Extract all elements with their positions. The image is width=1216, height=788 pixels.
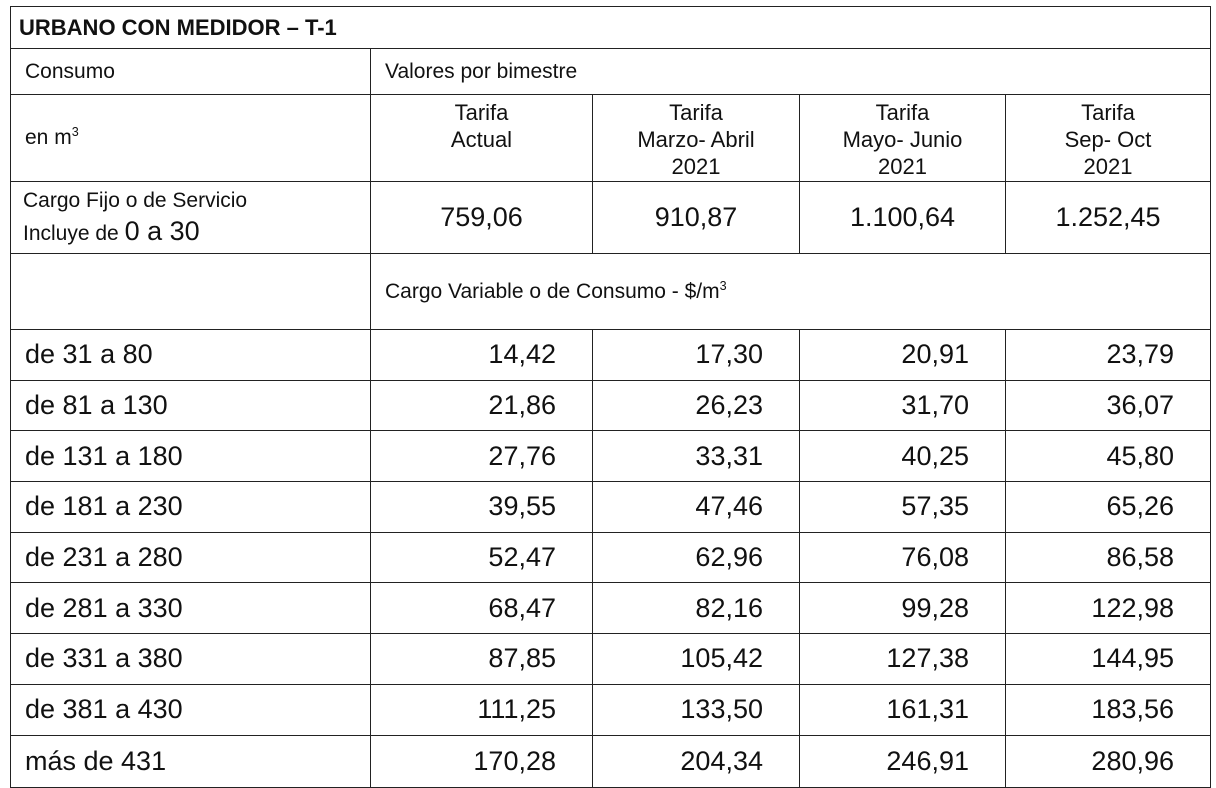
rate-value: 105,42 <box>593 634 800 685</box>
rate-value: 68,47 <box>371 583 593 634</box>
range-label: de 381 a 430 <box>11 684 371 735</box>
rate-value: 122,98 <box>1006 583 1211 634</box>
range-label: de 181 a 230 <box>11 482 371 533</box>
rate-value: 39,55 <box>371 482 593 533</box>
table-row <box>11 380 1211 431</box>
rate-value: 204,34 <box>593 735 800 787</box>
rate-value: 246,91 <box>800 735 1006 787</box>
tariff-table <box>10 6 1211 788</box>
rate-value: 144,95 <box>1006 634 1211 685</box>
unit-sup: 3 <box>71 125 79 139</box>
column-header-line: 2021 <box>878 154 927 179</box>
fixed-charge-label <box>11 182 371 254</box>
rate-value: 99,28 <box>800 583 1006 634</box>
fixed-charge-value: 759,06 <box>371 182 593 254</box>
table-row <box>11 583 1211 634</box>
rate-value: 45,80 <box>1006 431 1211 482</box>
unit-prefix: en m <box>25 126 72 149</box>
column-header-marzo-abril <box>593 95 800 182</box>
variable-charge-empty-cell <box>11 254 371 330</box>
column-header-line: 2021 <box>671 154 721 179</box>
rate-value: 76,08 <box>800 532 1006 583</box>
title-row <box>11 7 1211 49</box>
fixed-charge-row <box>11 182 1211 254</box>
rate-value: 26,23 <box>593 380 800 431</box>
rate-value: 23,79 <box>1006 330 1211 381</box>
fixed-charge-value: 910,87 <box>593 182 800 254</box>
table-row <box>11 735 1211 787</box>
rate-value: 86,58 <box>1006 532 1211 583</box>
rate-value: 47,46 <box>593 482 800 533</box>
rate-value: 170,28 <box>371 735 593 787</box>
table-row <box>11 634 1211 685</box>
rate-value: 280,96 <box>1006 735 1211 787</box>
fixed-charge-line1: Cargo Fijo o de Servicio <box>23 189 248 212</box>
rate-value: 27,76 <box>371 431 593 482</box>
tariff-sheet <box>10 6 1210 781</box>
valores-label: Valores por bimestre <box>371 49 1211 95</box>
range-label: de 131 a 180 <box>11 431 371 482</box>
range-label: de 281 a 330 <box>11 583 371 634</box>
column-header-line: Mayo- Junio <box>842 127 963 152</box>
range-label: de 81 a 130 <box>11 380 371 431</box>
column-header-mayo-junio <box>800 95 1006 182</box>
rate-value: 31,70 <box>800 380 1006 431</box>
column-header-sep-oct <box>1006 95 1211 182</box>
header-row-1 <box>11 49 1211 95</box>
rate-value: 183,56 <box>1006 684 1211 735</box>
table-row <box>11 532 1211 583</box>
consumo-label: Consumo <box>11 49 371 95</box>
rate-value: 21,86 <box>371 380 593 431</box>
column-header-line: Tarifa <box>454 100 509 125</box>
range-label: de 31 a 80 <box>11 330 371 381</box>
column-header-line: Tarifa <box>1081 100 1135 125</box>
fixed-charge-line2 <box>23 216 356 249</box>
variable-charge-label <box>371 254 1211 330</box>
range-label: de 231 a 280 <box>11 532 371 583</box>
rate-value: 161,31 <box>800 684 1006 735</box>
rate-value: 65,26 <box>1006 482 1211 533</box>
rate-value: 20,91 <box>800 330 1006 381</box>
table-row <box>11 431 1211 482</box>
rate-value: 14,42 <box>371 330 593 381</box>
table-title: URBANO CON MEDIDOR – T-1 <box>11 7 1211 49</box>
rate-value: 40,25 <box>800 431 1006 482</box>
variable-charge-prefix: Cargo Variable o de Consumo - $/m <box>385 279 720 303</box>
rate-value: 36,07 <box>1006 380 1211 431</box>
rate-value: 127,38 <box>800 634 1006 685</box>
rate-value: 82,16 <box>593 583 800 634</box>
column-header-actual <box>371 95 593 182</box>
range-label: más de 431 <box>11 735 371 787</box>
column-header-line: Actual <box>450 127 513 152</box>
column-header-line: Sep- Oct <box>1064 127 1152 152</box>
rate-value: 87,85 <box>371 634 593 685</box>
rate-value: 17,30 <box>593 330 800 381</box>
column-header-line: Marzo- Abril <box>637 127 755 152</box>
header-row-2 <box>11 95 1211 182</box>
unit-label <box>11 95 371 182</box>
column-header-line: 2021 <box>1083 154 1133 179</box>
fixed-charge-prefix: Incluye de <box>23 222 125 245</box>
rate-value: 57,35 <box>800 482 1006 533</box>
rate-value: 62,96 <box>593 532 800 583</box>
table-row <box>11 330 1211 381</box>
rate-value: 133,50 <box>593 684 800 735</box>
rate-value: 33,31 <box>593 431 800 482</box>
table-row <box>11 684 1211 735</box>
table-row <box>11 482 1211 533</box>
fixed-charge-value: 1.100,64 <box>800 182 1006 254</box>
range-label: de 331 a 380 <box>11 634 371 685</box>
variable-charge-sup: 3 <box>719 278 727 293</box>
variable-charge-row <box>11 254 1211 330</box>
fixed-charge-value: 1.252,45 <box>1006 182 1211 254</box>
column-header-line: Tarifa <box>669 100 723 125</box>
fixed-charge-range: 0 a 30 <box>124 216 200 246</box>
rate-value: 52,47 <box>371 532 593 583</box>
column-header-line: Tarifa <box>875 100 930 125</box>
rate-value: 111,25 <box>371 684 593 735</box>
